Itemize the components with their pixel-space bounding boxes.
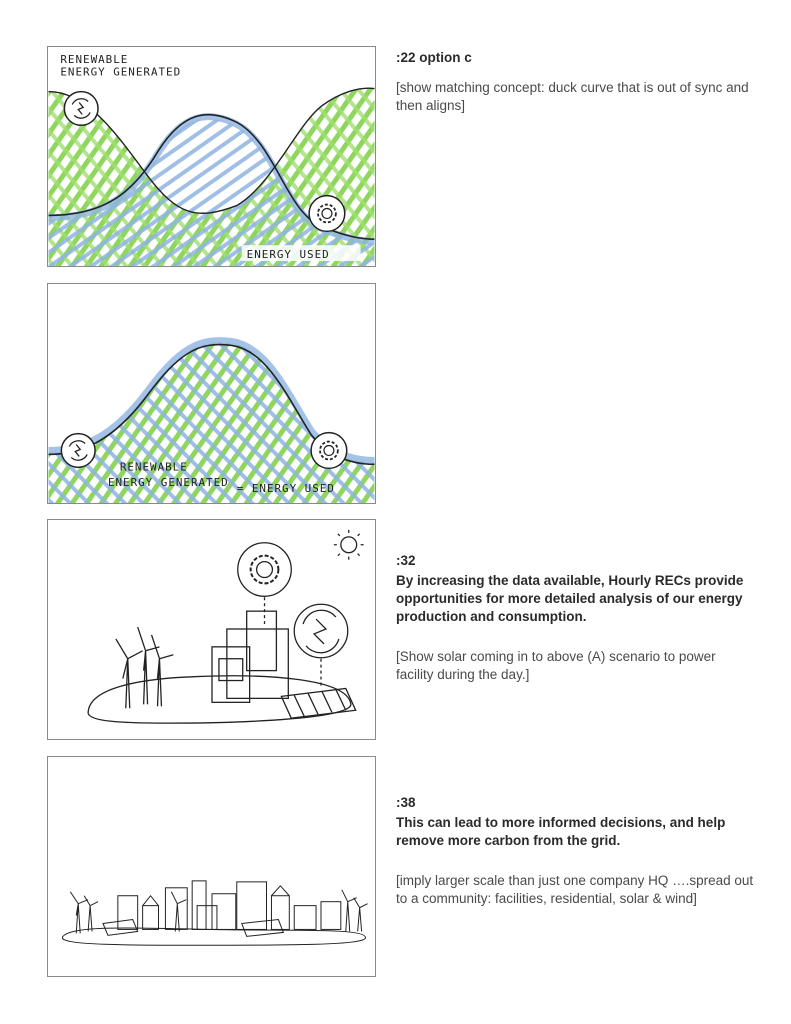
community-scale-sketch [48,757,375,976]
timestamp: :22 option c [396,50,472,65]
storyboard-frame-4 [47,756,376,977]
voiceover-text: By increasing the data available, Hourly RECs provide opportunities for more detailed analysis of our energy production and consumption. [396,573,744,624]
storyboard-frame-1 [47,46,376,267]
sun-icon [334,530,364,560]
timestamp: :38 [396,795,416,810]
timestamp: :32 [396,553,416,568]
panel-1-notes [396,49,756,115]
wind-turbine [70,890,367,934]
gear-icon [309,196,345,232]
voiceover-text: This can lead to more informed decisions, and help remove more carbon from the grid. [396,815,726,848]
panel-3-notes [396,552,756,684]
building [212,611,288,702]
sketch-label-renewable: RENEWABLE [60,52,129,66]
storyboard-frame-3 [47,519,376,740]
direction-note: [imply larger scale than just one company HQ ….spread out to a community: facilities, residential, solar & wind] [396,873,754,906]
sketch-label-energy-used: ENERGY USED [246,248,330,262]
buildings [118,881,341,930]
recycle-icon [64,92,98,126]
sketch-label-renewable: RENEWABLE [119,460,188,474]
recycle-icon [294,604,348,658]
recycle-icon [61,434,95,468]
direction-note: [Show solar coming in to above (A) scenario to power facility during the day.] [396,649,716,682]
gear-icon [238,543,292,597]
solar-facility-sketch [48,520,375,739]
sketch-label-energy-generated: ENERGY GENERATED [60,65,182,79]
panel-4-notes [396,794,756,908]
wind-turbine [116,627,173,708]
duck-curve-out-of-sync-sketch [48,47,375,266]
duck-curve-aligned-sketch [48,284,375,503]
gear-icon [311,433,347,469]
sketch-label-energy-generated: ENERGY GENERATED [107,476,229,490]
sketch-label-energy-used: = ENERGY USED [236,482,335,496]
direction-note: [show matching concept: duck curve that is out of sync and then aligns] [396,80,749,113]
solar-panel [281,688,355,718]
storyboard-frame-2 [47,283,376,504]
